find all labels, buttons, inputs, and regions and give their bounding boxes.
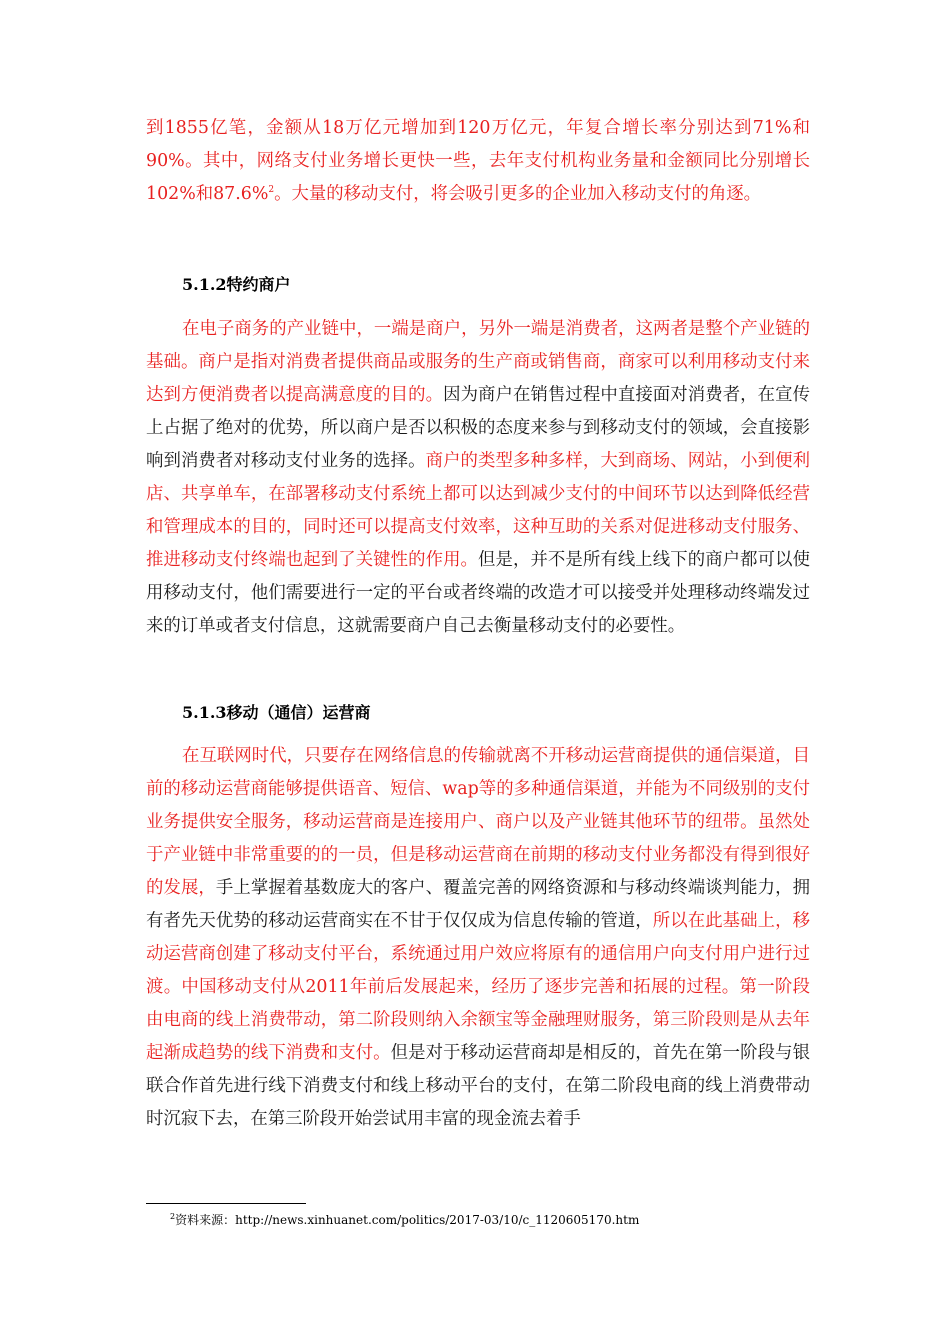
intro-text-1: 到1855亿笔，金额从18万亿元增加到120万亿元，年复合增长率分别达到71%和90%。其中，网络支付业务增长更快一些，去年支付机构业务量和金额同比分别增长102%和87.6% xyxy=(146,118,810,204)
intro-text-2: 。大量的移动支付，将会吸引更多的企业加入移动支付的角逐。 xyxy=(274,184,762,204)
operator-text-black-2: 但是对于移动运营商却是相反的，首先在第一阶段与银联合作首先进行线下消费支付和线上移动平台的支付，在第二阶段电商的线上消费带动时沉寂下去，在第三阶段开始尝试用丰富的现金流去着手 xyxy=(146,1043,810,1129)
merchant-text-red-2: 商户的类型多种多样，大到商场、网站，小到便利店、共享单车，在部署移动支付系统上都可以达到减少支付的中间环节以达到降低经营和管理成本的目的，同时还可以提高支付效率，这种互助的关系对促进移动支付服务、推进移动支付终端也起到了关键性的作用。 xyxy=(146,451,810,570)
merchant-text-black-1: 因为商户在销售过程中直接面对消费者，在宣传上占据了绝对的优势，所以商户是否以积极的态度来参与到移动支付的领域，会直接影响到消费者对移动支付业务的选择。 xyxy=(146,385,810,471)
section-heading-5-1-2: 5.1.2特约商户 xyxy=(182,275,291,294)
footnote-text: 资料来源：http://news.xinhuanet.com/politics/2017-03/10/c_1120605170.htm xyxy=(175,1213,640,1227)
footnote-reference[interactable]: 2 xyxy=(268,185,275,196)
footnote xyxy=(170,1212,639,1228)
merchant-text-black-2: 但是，并不是所有线上线下的商户都可以使用移动支付，他们需要进行一定的平台或者终端的改造才可以接受并处理移动终端发过来的订单或者支付信息，这就需要商户自己去衡量移动支付的必要性。 xyxy=(146,550,810,636)
section-heading-5-1-3: 5.1.3移动（通信）运营商 xyxy=(182,703,371,722)
operator-text-red-2: 所以在此基础上，移动运营商创建了移动支付平台，系统通过用户效应将原有的通信用户向支付用户进行过渡。中国移动支付从2011年前后发展起来，经历了逐步完善和拓展的过程。第一阶段由电商的线上消费带动，第二阶段则纳入余额宝等金融理财服务，第三阶段则是从去年起渐成趋势的线下消费和支付。 xyxy=(146,911,810,1063)
section-5-1-3-paragraph xyxy=(146,740,810,1136)
operator-text-red-1: 在互联网时代，只要存在网络信息的传输就离不开移动运营商提供的通信渠道，目前的移动运营商能够提供语音、短信、wap等的多种通信渠道，并能为不同级别的支付业务提供安全服务，移动运营商是连接用户、商户以及产业链其他环节的纽带。虽然处于产业链中非常重要的的一员，但是移动运营商在前期的移动支付业务都没有得到很好的发展， xyxy=(146,746,810,898)
merchant-text-red-1: 在电子商务的产业链中，一端是商户，另外一端是消费者，这两者是整个产业链的基础。商户是指对消费者提供商品或服务的生产商或销售商，商家可以利用移动支付来达到方便消费者以提高满意度的目的。 xyxy=(146,319,810,405)
operator-text-black-1: 手上掌握着基数庞大的客户、覆盖完善的网络资源和与移动终端谈判能力，拥有者先天优势的移动运营商实在不甘于仅仅成为信息传输的管道， xyxy=(146,878,810,931)
footnote-divider xyxy=(146,1203,306,1204)
section-5-1-2-paragraph xyxy=(146,313,810,643)
intro-paragraph xyxy=(146,112,810,211)
footnote-mark: 2 xyxy=(170,1212,176,1221)
